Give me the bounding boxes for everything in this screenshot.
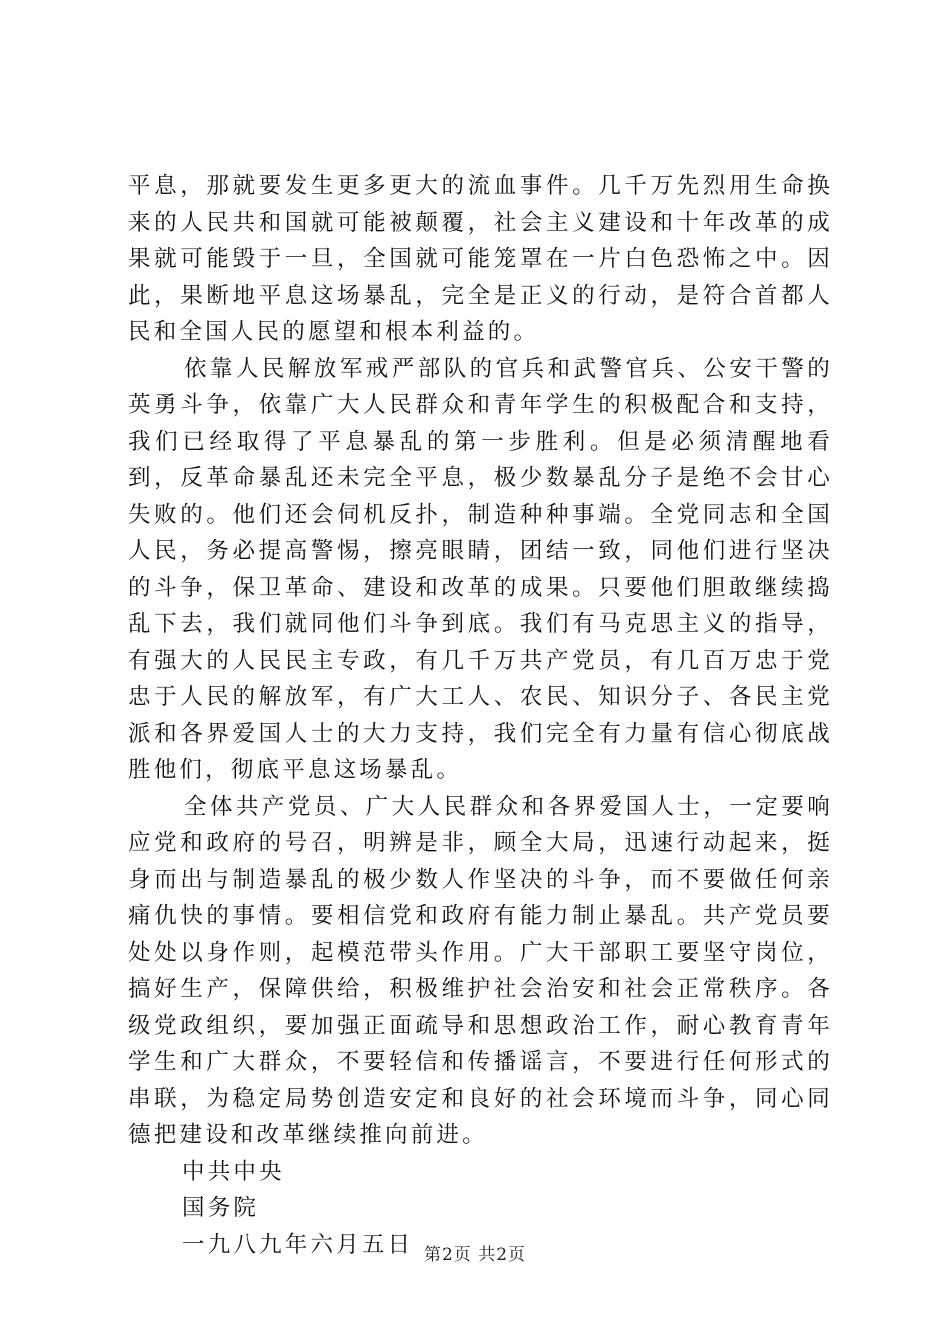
page-number-footer: 第2页 共2页 [423,1245,527,1265]
paragraph: 全体共产党员、广大人民群众和各界爱国人士，一定要响应党和政府的号召，明辨是非，顾全大局，迅速行动起来，挺身而出与制造暴乱的极少数人作坚决的斗争，而不要做任何亲痛仇快的事情。要相信党和政府有能力制止暴乱。共产党员要处处以身作则，起模范带头作用。广大干部职工要坚守岗位，搞好生产，保障供给，积极维护社会治安和社会正常秩序。各级党政组织，要加强正面疏导和思想政治工作，耐心教育青年学生和广大群众，不要轻信和传播谣言，不要进行任何形式的串联，为稳定局势创造安定和良好的社会环境而斗争，同心同德把建设和改革继续推向前进。 [128,793,833,1148]
paragraph: 依靠人民解放军戒严部队的官兵和武警官兵、公安干警的英勇斗争，依靠广大人民群众和青年学生的积极配合和支持，我们已经取得了平息暴乱的第一步胜利。但是必须清醒地看到，反革命暴乱还未完全平息，极少数暴乱分子是绝不会甘心失败的。他们还会伺机反扑，制造种种事端。全党同志和全国人民，务必提高警惕，擦亮眼睛，团结一致，同他们进行坚决的斗争，保卫革命、建设和改革的成果。只要他们胆敢继续捣乱下去，我们就同他们斗争到底。我们有马克思主义的指导，有强大的人民民主专政，有几千万共产党员，有几百万忠于党忠于人民的解放军，有广大工人、农民、知识分子、各民主党派和各界爱国人士的大力支持，我们完全有力量有信心彻底战胜他们，彻底平息这场暴乱。 [128,355,833,783]
signature-org-state-council: 国务院 [182,1195,260,1221]
signature-org-central-committee: 中共中央 [182,1158,285,1185]
signature-date: 一九八九年六月五日 [182,1231,414,1258]
document-body [128,168,833,1263]
paragraph-continued: 平息，那就要发生更多更大的流血事件。几千万先烈用生命换来的人民共和国就可能被颠覆，社会主义建设和十年改革的成果就可能毁于一旦，全国就可能笼罩在一片白色恐怖之中。因此，果断地平息这场暴乱，完全是正义的行动，是符合首都人民和全国人民的愿望和根本利益的。 [128,173,833,345]
